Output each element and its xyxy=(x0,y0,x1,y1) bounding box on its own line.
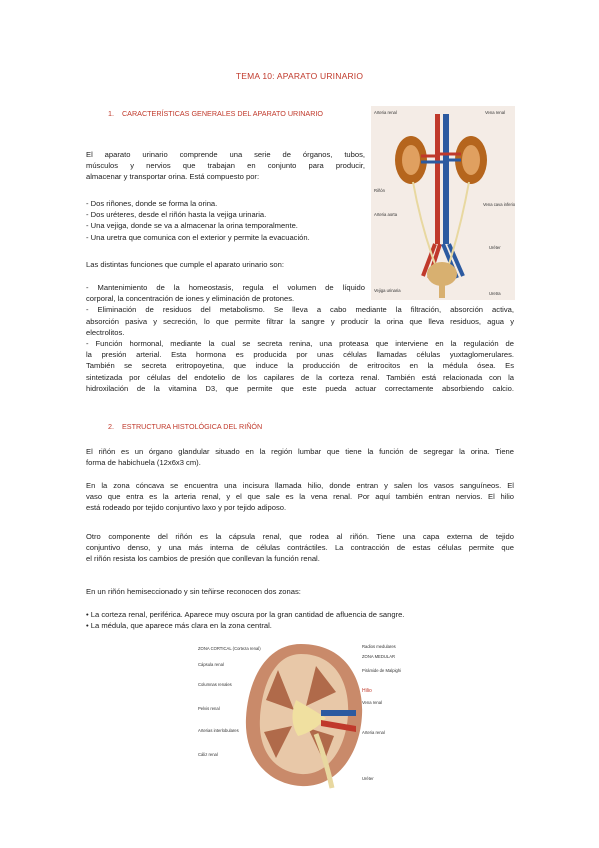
aorta-shape xyxy=(435,114,440,244)
figure-label: Uréter xyxy=(362,776,374,781)
text-line: corporal, la concentración de iones y eliminación de protones. xyxy=(86,294,295,304)
text-line: músculos y nervios que trabajan en conjunto para producir, xyxy=(86,161,365,171)
figure-label: Vena cava inferior xyxy=(483,202,515,207)
urinary-system-illustration xyxy=(371,106,515,300)
figure-label: ZONA CORTICAL (Corteza renal) xyxy=(198,646,261,651)
bladder-shape xyxy=(427,262,457,286)
text-line: El aparato urinario comprende una serie de órganos, tubos, xyxy=(86,150,365,159)
list-item: • La médula, que aparece más clara en la zona central. xyxy=(86,621,272,631)
text-line: absorción pasiva y secreción, lo que permite filtrar la sangre y producir la orina que lleva residuos, agua y xyxy=(86,316,514,326)
figure-label: ZONA MEDULAR xyxy=(362,654,396,659)
list-item: - Una uretra que comunica con el exterior y permite la evacuación. xyxy=(86,232,310,242)
text-line: También se secreta eritropoyetina, que induce la producción de eritrocitos en la médula ósea. Es xyxy=(86,361,514,371)
figure-label: Riñón xyxy=(374,188,385,193)
figure-label: Cápsula renal xyxy=(198,662,224,667)
kidney-section-figure xyxy=(196,640,404,790)
figure-label: Pelvis renal xyxy=(198,706,220,711)
urinary-system-figure xyxy=(371,106,515,300)
figure-label: Vejiga urinaria xyxy=(374,288,401,293)
vena-cava-shape xyxy=(443,114,449,244)
figure-label: Arteria renal xyxy=(374,110,397,115)
text-line: Otro componente del riñón es la cápsula renal, que rodea al riñón. Tiene una capa externa de tejido xyxy=(86,532,514,541)
figure-label: Columnas renales xyxy=(198,682,232,687)
figure-label: Cáliz renal xyxy=(198,752,218,757)
text-line: sintetizada por células del endotelio de los capilares de la corteza renal. También está relacionada con la xyxy=(86,372,514,382)
section-2-paragraph-3 xyxy=(86,531,514,565)
text-line: almacenar y transportar orina. Está compuesto por: xyxy=(86,172,260,182)
text-line: electrolitos. xyxy=(86,327,125,337)
kidney-section-illustration xyxy=(196,640,404,790)
section-1-heading: 1. CARACTERÍSTICAS GENERALES DEL APARATO URINARIO xyxy=(108,109,324,118)
page-title: TEMA 10: APARATO URINARIO xyxy=(235,71,364,81)
components-list xyxy=(86,198,365,243)
text-line: En la zona cóncava se encuentra una incisura llamada hilio, donde entran y salen los vasos sanguíneos. El xyxy=(86,481,514,490)
text-line: conjuntivo denso, y una más interna de células contráctiles. La contracción de estas células permite que xyxy=(86,543,514,553)
figure-label: Vena renal xyxy=(485,110,506,115)
list-item: - Una vejiga, donde se va a almacenar la orina temporalmente. xyxy=(86,221,298,231)
figure-label-hilio: Hilio xyxy=(362,688,372,694)
functions-intro: Las distintas funciones que cumple el aparato urinario son: xyxy=(86,260,284,269)
figure-label: Arteria aorta xyxy=(374,212,398,217)
figure-label: Arteria renal xyxy=(362,730,385,735)
figure-label: Arterias interlobulares xyxy=(198,728,239,733)
text-line: el riñón resista los cambios de presión que conllevan la función renal. xyxy=(86,554,320,564)
text-line: hidroxilación de la vitamina D3, que permite que este pueda actuar correctamente absorbiendo calcio. xyxy=(86,383,514,393)
figure-label: Uréter xyxy=(489,245,501,250)
figure-label: Uretra xyxy=(489,291,501,296)
section-2-heading: 2. ESTRUCTURA HISTOLÓGICA DEL RIÑÓN xyxy=(108,422,263,431)
section-2-paragraph-4: En un riñón hemiseccionado y sin teñirse reconocen dos zonas: xyxy=(86,587,301,596)
zones-list xyxy=(86,609,514,631)
text-line: - Función hormonal, mediante la cual se secreta renina, una proteasa que interviene en la regulación de xyxy=(86,339,514,349)
text-line: vaso que entra es la arteria renal, y el que sale es la vena renal. Por aquí también entran nervios. El hilio xyxy=(86,492,514,502)
section-1-intro xyxy=(86,149,365,183)
text-line: - Eliminación de residuos del metabolismo. Se lleva a cabo mediante la filtración, absorción activa, xyxy=(86,305,514,315)
text-line: El riñón es un órgano glandular situado en la región lumbar que tiene la función de segregar la orina. Tiene xyxy=(86,447,514,456)
section-2-paragraph-2 xyxy=(86,480,514,514)
section-2-paragraph-1 xyxy=(86,446,514,468)
list-item: - Dos riñones, donde se forma la orina. xyxy=(86,199,218,208)
list-item: - Dos uréteres, desde el riñón hasta la vejiga urinaria. xyxy=(86,210,267,220)
figure-label: Pirámide de Malpighi xyxy=(362,668,402,673)
list-item: • La corteza renal, periférica. Aparece muy oscura por la gran cantidad de afluencia de sangre. xyxy=(86,610,405,619)
figure-label: Radios medulares xyxy=(362,644,396,649)
figure-label: Vena renal xyxy=(362,700,383,705)
text-line: forma de habichuela (12x6x3 cm). xyxy=(86,458,201,468)
text-line: está rodeado por tejido conjuntivo laxo y por tejido adiposo. xyxy=(86,503,287,513)
text-line: - Mantenimiento de la homeostasis, regula el volumen de líquido xyxy=(86,283,365,292)
text-line: la presión arterial. Esta hormona es producida por unas células llamadas células yuxtaglomerulares. xyxy=(86,350,514,360)
